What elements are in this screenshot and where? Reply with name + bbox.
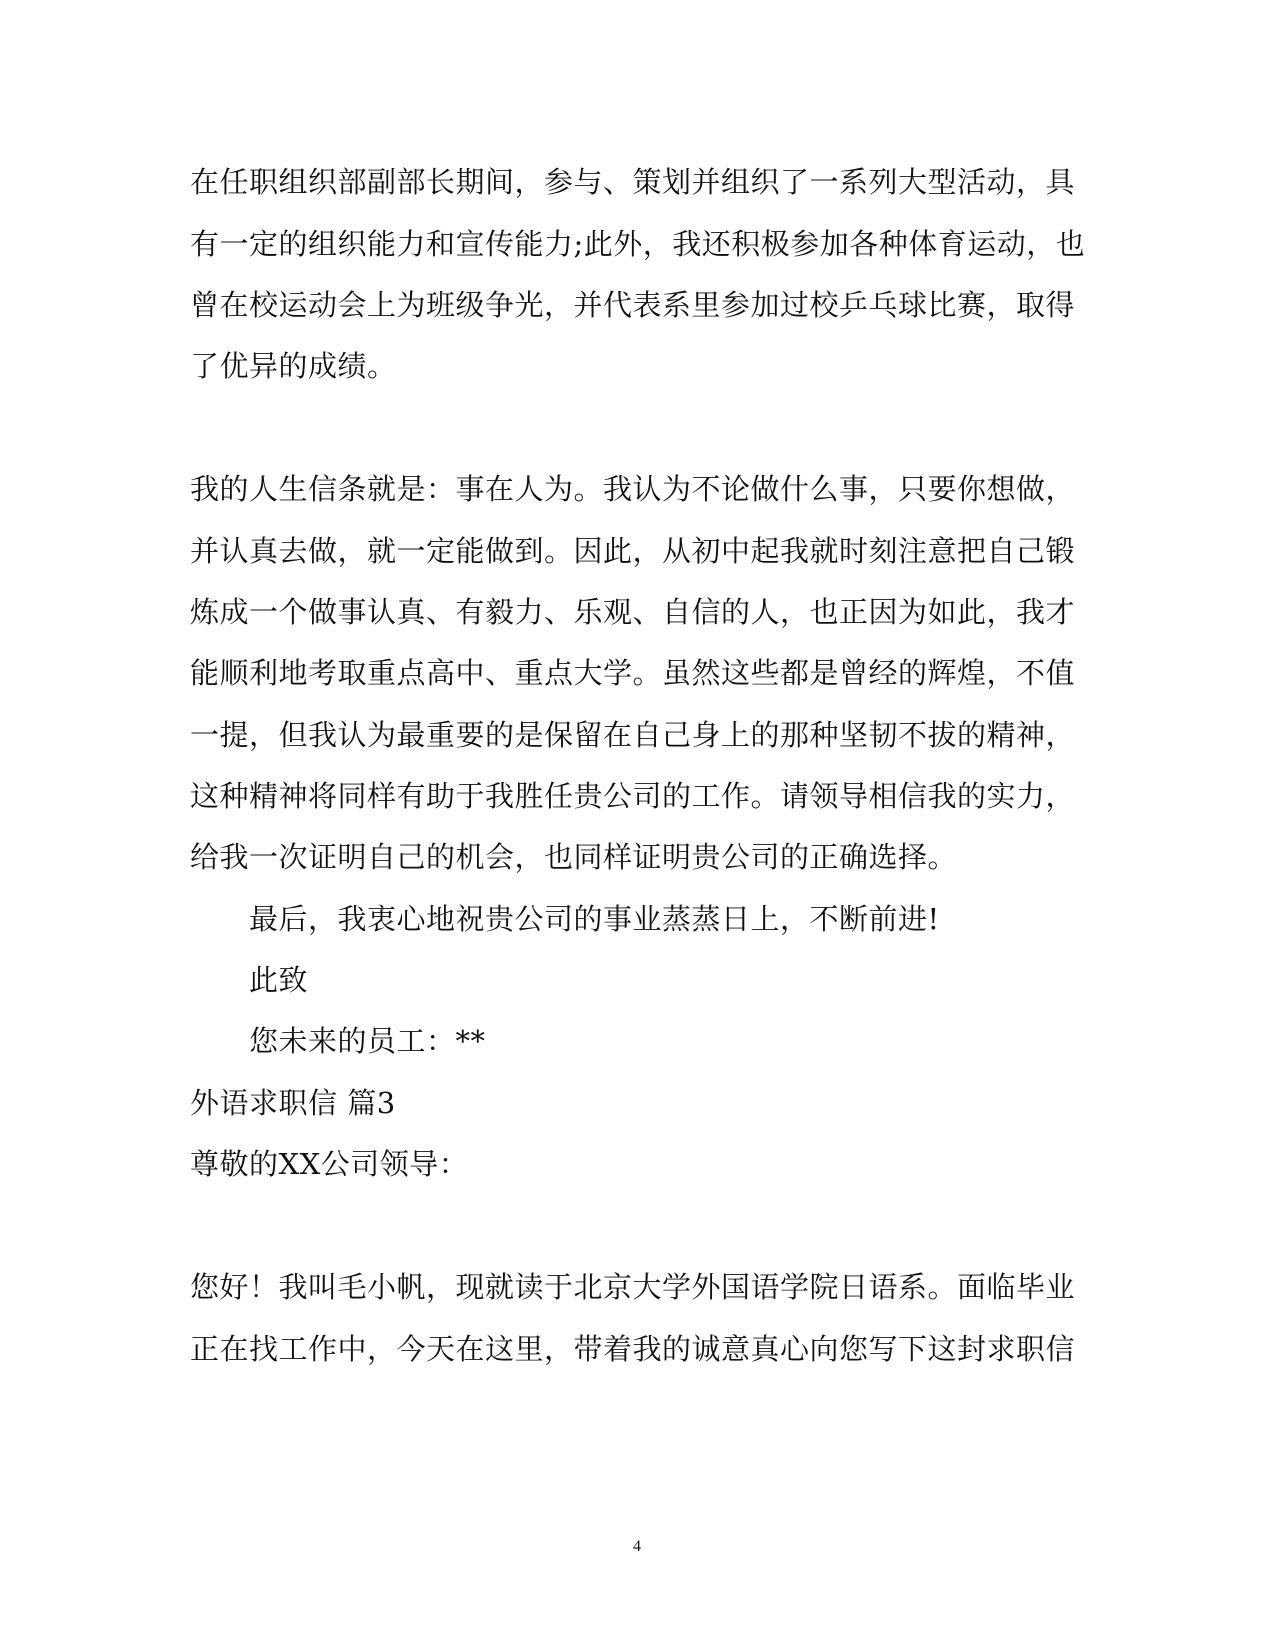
text-line: 在任职组织部副部长期间，参与、策划并组织了一系列大型活动，具 xyxy=(190,165,1076,199)
section-title: 外语求职信 篇3 xyxy=(190,1086,396,1120)
text-line: 炼成一个做事认真、有毅力、乐观、自信的人，也正因为如此，我才 xyxy=(190,595,1076,629)
text-line: 正在找工作中，今天在这里，带着我的诚意真心向您写下这封求职信 xyxy=(190,1332,1076,1366)
text-line: 我的人生信条就是：事在人为。我认为不论做什么事，只要你想做， xyxy=(190,472,1076,506)
text-line: 有一定的组织能力和宣传能力;此外，我还积极参加各种体育运动，也 xyxy=(190,227,1086,261)
text-line: 一提，但我认为最重要的是保留在自己身上的那种坚韧不拔的精神， xyxy=(190,718,1076,752)
salutation-close: 此致 xyxy=(249,963,309,997)
greeting: 尊敬的XX公司领导： xyxy=(190,1147,469,1181)
text-line: 能顺利地考取重点高中、重点大学。虽然这些都是曾经的辉煌，不值 xyxy=(190,656,1076,690)
text-line: 了优异的成绩。 xyxy=(190,349,397,383)
text-line: 给我一次证明自己的机会，也同样证明贵公司的正确选择。 xyxy=(190,840,958,874)
closing-wish: 最后，我衷心地祝贵公司的事业蒸蒸日上，不断前进! xyxy=(249,902,940,936)
text-line: 并认真去做，就一定能做到。因此，从初中起我就时刻注意把自己锻 xyxy=(190,534,1076,568)
signature: 您未来的员工：** xyxy=(249,1024,486,1058)
text-line: 曾在校运动会上为班级争光，并代表系里参加过校乒乓球比赛，取得 xyxy=(190,288,1076,322)
text-line: 您好！我叫毛小帆，现就读于北京大学外国语学院日语系。面临毕业 xyxy=(190,1270,1076,1304)
text-line: 这种精神将同样有助于我胜任贵公司的工作。请领导相信我的实力， xyxy=(190,779,1076,813)
page-number: 4 xyxy=(633,1538,641,1555)
